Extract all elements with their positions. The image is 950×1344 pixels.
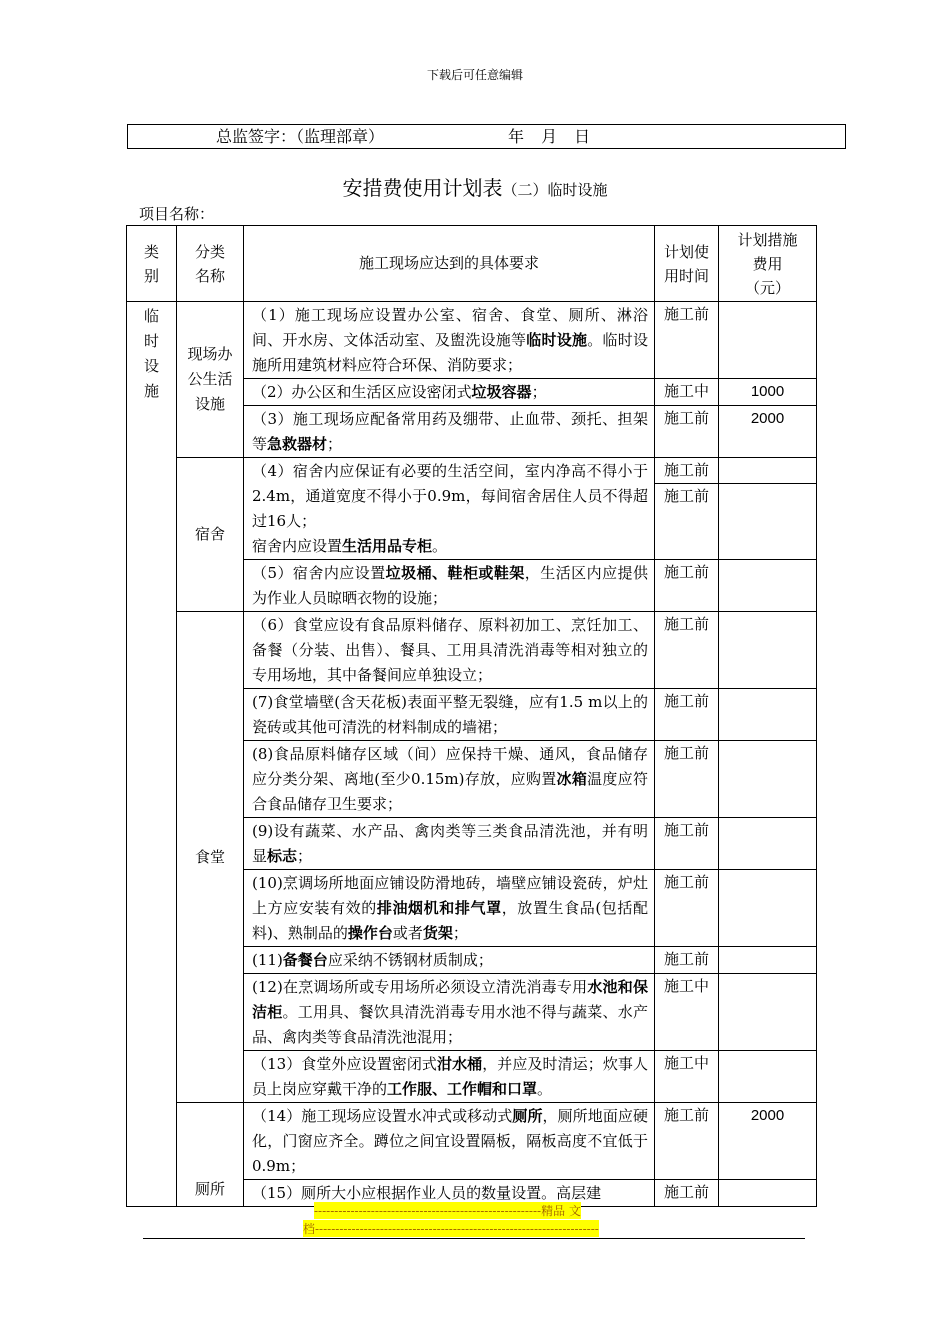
time-cell: 施工前 — [655, 302, 719, 379]
col-header-time: 计划使 用时间 — [655, 226, 719, 302]
cost-cell — [719, 741, 817, 818]
requirement-cell: （4）宿舍内应保证有必要的生活空间，室内净高不得小于2.4m，通道宽度不得小于0.9m，每间宿舍居住人员不得超过16人； 宿舍内应设置生活用品专柜。 — [244, 458, 655, 560]
group-office: 现场办 公生活 设施 — [177, 302, 244, 458]
signature-label: 总监签字：（监理部章） — [216, 127, 385, 146]
requirement-cell: (10)烹调场所地面应铺设防滑地砖，墙壁应铺设瓷砖，炉灶上方应安装有效的排油烟机和排气罩，放置生食品(包括配料)、熟制品的操作台或者货架； — [244, 870, 655, 947]
time-cell: 施工前 — [655, 1180, 719, 1207]
requirement-cell: (11)备餐台应采纳不锈钢材质制成； — [244, 947, 655, 974]
signature-box — [127, 124, 846, 149]
col-header-requirement: 施工现场应达到的具体要求 — [244, 226, 655, 302]
time-cell: 施工中 — [655, 379, 719, 406]
col-header-subcategory: 分类 名称 — [177, 226, 244, 302]
cost-cell: 1000 — [719, 379, 817, 406]
time-cell: 施工前 — [655, 612, 719, 689]
requirement-cell: （14）施工现场应设置水冲式或移动式厕所，厕所地面应硬化，门窗应齐全。蹲位之间宜设置隔板，隔板高度不宜低于0.9m； — [244, 1103, 655, 1180]
time-cell: 施工前 — [655, 870, 719, 947]
cost-cell — [719, 1051, 817, 1103]
table-header-row — [127, 226, 817, 302]
project-name-label: 项目名称： — [139, 205, 215, 223]
col-header-category: 类 别 — [127, 226, 177, 302]
requirement-cell: （3）施工现场应配备常用药及绷带、止血带、颈托、担架等急救器材； — [244, 406, 655, 458]
requirement-cell: （13）食堂外应设置密闭式泔水桶，并应及时清运；炊事人员上岗应穿戴干净的工作服、工作帽和口罩。 — [244, 1051, 655, 1103]
table-row — [127, 302, 817, 379]
cost-cell — [719, 818, 817, 870]
cost-cell: 2000 — [719, 1103, 817, 1180]
cost-cell — [719, 484, 817, 560]
cost-cell — [719, 947, 817, 974]
cost-cell — [719, 974, 817, 1051]
time-cell: 施工前 — [655, 560, 719, 612]
cost-cell — [719, 612, 817, 689]
time-cell: 施工前 — [655, 458, 719, 484]
title-main: 安措费使用计划表 — [342, 176, 503, 200]
plan-table — [126, 225, 817, 1207]
signature-date: 年 月 日 — [508, 127, 597, 146]
table-row — [127, 612, 817, 689]
footer-line-2: 档---------------------------------------------------------------------- — [303, 1222, 599, 1236]
cost-cell — [719, 1180, 817, 1207]
requirement-cell: （5）宿舍内应设置垃圾桶、鞋柜或鞋架，生活区内应提供为作业人员晾晒衣物的设施； — [244, 560, 655, 612]
cost-cell — [719, 689, 817, 741]
requirement-cell: （15）厕所大小应根据作业人员的数量设置。高层建 — [244, 1180, 655, 1207]
page-header-note: 下载后可任意编辑 — [426, 68, 523, 82]
time-cell: 施工前 — [655, 741, 719, 818]
cost-cell — [719, 458, 817, 484]
requirement-cell: (12)在烹调场所或专用场所必须设立清洗消毒专用水池和保洁柜。工用具、餐饮具清洗消毒专用水池不得与蔬菜、水产品、禽肉类等食品清洗池混用； — [244, 974, 655, 1051]
time-cell: 施工前 — [655, 484, 719, 560]
group-canteen: 食堂 — [177, 612, 244, 1103]
footer-divider — [143, 1238, 805, 1239]
time-cell: 施工前 — [655, 1103, 719, 1180]
title-sub: （二）临时设施 — [502, 181, 608, 199]
requirement-cell: (8)食品原料储存区域（间）应保持干燥、通风，食品储存应分类分架、离地(至少0.15m)存放，应购置冰箱温度应符合食品储存卫生要求； — [244, 741, 655, 818]
group-toilet: 厕所 — [177, 1103, 244, 1207]
time-cell: 施工前 — [655, 689, 719, 741]
time-cell: 施工前 — [655, 406, 719, 458]
page-title — [0, 175, 950, 203]
time-cell: 施工前 — [655, 947, 719, 974]
cost-cell — [719, 870, 817, 947]
time-cell: 施工中 — [655, 1051, 719, 1103]
requirement-cell: (7)食堂墙壁(含天花板)表面平整无裂缝，应有1.5 m以上的瓷砖或其他可清洗的材料制成的墙裙； — [244, 689, 655, 741]
requirement-cell: （1）施工现场应设置办公室、宿舍、食堂、厕所、淋浴间、开水房、文体活动室、及盥洗设施等临时设施。临时设施所用建筑材料应符合环保、消防要求； — [244, 302, 655, 379]
group-dorm: 宿舍 — [177, 458, 244, 612]
requirement-cell: (9)设有蔬菜、水产品、禽肉类等三类食品清洗池，并有明显标志； — [244, 818, 655, 870]
table-row — [127, 458, 817, 484]
cost-cell — [719, 302, 817, 379]
time-cell: 施工中 — [655, 974, 719, 1051]
col-header-cost: 计划措施 费用 （元） — [719, 226, 817, 302]
time-cell: 施工前 — [655, 818, 719, 870]
cost-cell: 2000 — [719, 406, 817, 458]
category-cell: 临 时 设 施 — [127, 302, 177, 1207]
table-row — [127, 1103, 817, 1180]
footer-line-1: --------------------------------------------------------精品 文 — [314, 1204, 581, 1218]
requirement-cell: （6）食堂应设有食品原料储存、原料初加工、烹饪加工、备餐（分装、出售）、餐具、工用具清洗消毒等相对独立的专用场地，其中备餐间应单独设立； — [244, 612, 655, 689]
cost-cell — [719, 560, 817, 612]
requirement-cell: （2）办公区和生活区应设密闭式垃圾容器； — [244, 379, 655, 406]
